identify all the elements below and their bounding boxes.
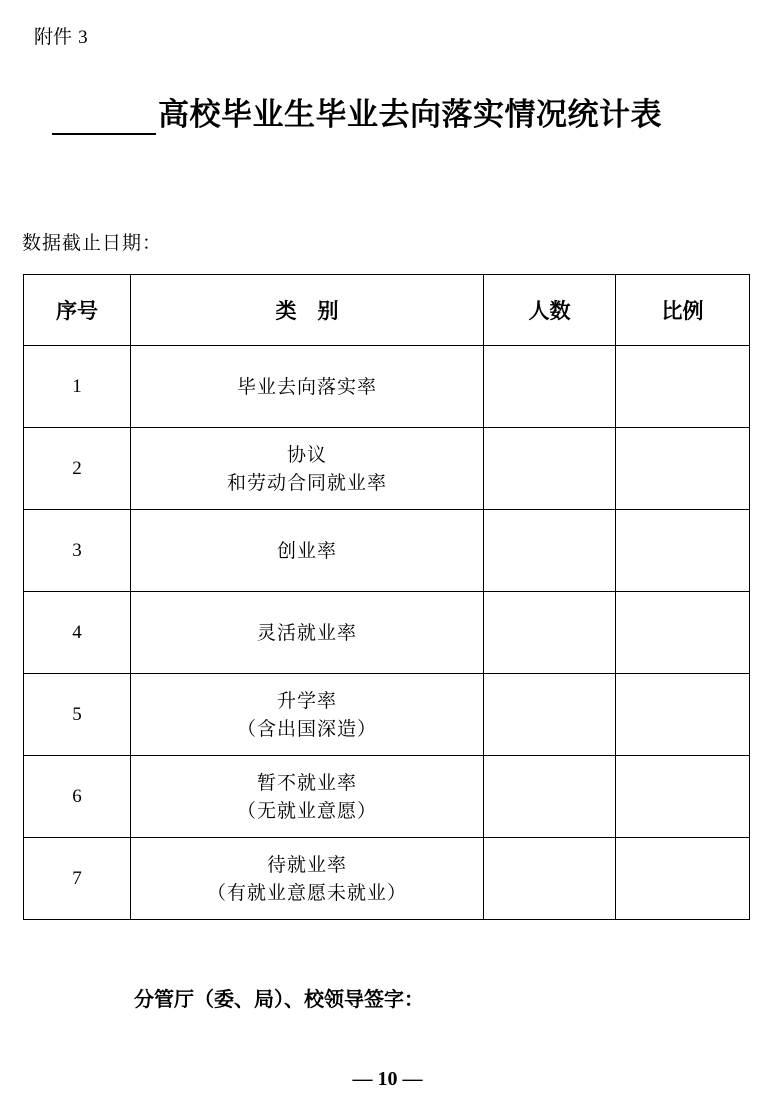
row-count-cell[interactable] xyxy=(484,346,616,428)
row-ratio-cell[interactable] xyxy=(616,838,750,920)
row-count-cell[interactable] xyxy=(484,592,616,674)
header-seq: 序号 xyxy=(24,275,131,346)
attachment-number: 3 xyxy=(78,27,88,48)
row-category xyxy=(131,674,484,756)
row-count-cell[interactable] xyxy=(484,428,616,510)
row-category xyxy=(131,756,484,838)
title-row xyxy=(52,95,662,135)
row-seq: 1 xyxy=(24,346,131,428)
category-line: 协议 xyxy=(286,443,327,466)
category-line: 创业率 xyxy=(276,539,337,562)
row-ratio-cell[interactable] xyxy=(616,428,750,510)
attachment-prefix: 附件 xyxy=(34,26,73,48)
row-seq: 6 xyxy=(24,756,131,838)
row-category xyxy=(131,346,484,428)
category-line: 暂不就业率 xyxy=(256,771,357,794)
row-category xyxy=(131,510,484,592)
table-row xyxy=(24,838,750,920)
data-cutoff-date-label: 数据截止日期： xyxy=(22,232,163,254)
header-ratio: 比例 xyxy=(616,275,750,346)
statistics-table xyxy=(23,274,750,920)
row-category xyxy=(131,838,484,920)
category-line: 灵活就业率 xyxy=(256,621,357,644)
category-line: 待就业率 xyxy=(266,853,347,876)
page-number: — 10 — xyxy=(352,1068,423,1090)
category-line: （有就业意愿未就业） xyxy=(206,881,407,904)
table-row xyxy=(24,592,750,674)
row-count-cell[interactable] xyxy=(484,510,616,592)
row-ratio-cell[interactable] xyxy=(616,592,750,674)
row-count-cell[interactable] xyxy=(484,674,616,756)
attachment-label xyxy=(34,22,88,49)
row-category xyxy=(131,592,484,674)
row-category xyxy=(131,428,484,510)
table-header-row xyxy=(24,275,750,346)
row-ratio-cell[interactable] xyxy=(616,756,750,838)
row-count-cell[interactable] xyxy=(484,756,616,838)
table-row xyxy=(24,674,750,756)
row-seq: 7 xyxy=(24,838,131,920)
signature-label: 分管厅（委、局）、校领导签字： xyxy=(134,987,424,1011)
category-line: 升学率 xyxy=(276,689,337,712)
category-line: 和劳动合同就业率 xyxy=(226,471,387,494)
row-ratio-cell[interactable] xyxy=(616,510,750,592)
table-row xyxy=(24,428,750,510)
table-row xyxy=(24,756,750,838)
row-count-cell[interactable] xyxy=(484,838,616,920)
table-row xyxy=(24,346,750,428)
title-blank-line xyxy=(52,99,156,135)
table-row xyxy=(24,510,750,592)
category-line: （无就业意愿） xyxy=(236,799,377,822)
row-seq: 5 xyxy=(24,674,131,756)
row-seq: 4 xyxy=(24,592,131,674)
row-ratio-cell[interactable] xyxy=(616,346,750,428)
category-line: （含出国深造） xyxy=(236,717,377,740)
document-title: 高校毕业生毕业去向落实情况统计表 xyxy=(158,97,662,133)
header-category: 类 别 xyxy=(131,275,484,346)
row-seq: 2 xyxy=(24,428,131,510)
category-line: 毕业去向落实率 xyxy=(236,375,377,398)
row-ratio-cell[interactable] xyxy=(616,674,750,756)
header-count: 人数 xyxy=(484,275,616,346)
row-seq: 3 xyxy=(24,510,131,592)
